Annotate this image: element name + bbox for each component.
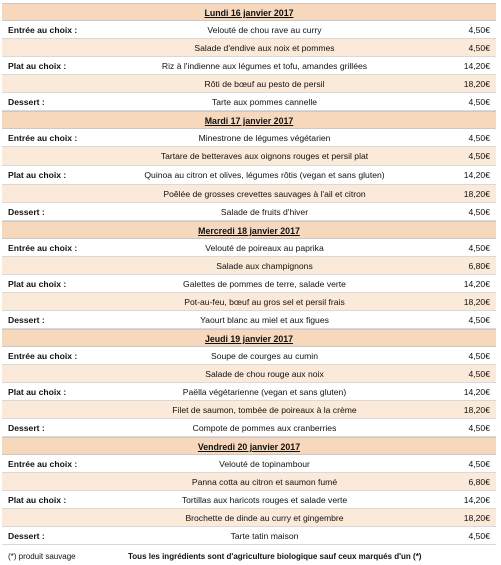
menu-row [2, 401, 496, 419]
day-title: Jeudi 19 janvier 2017 [204, 334, 294, 344]
dish-name: Tarte tatin maison [230, 531, 299, 541]
day-header [2, 111, 496, 129]
category-label: Plat au choix : [8, 387, 67, 397]
menu-row [2, 39, 496, 57]
dish-name: Poêlée de grosses crevettes sauvages à l'ail et citron [163, 189, 366, 199]
price: 4,50€ [468, 531, 490, 541]
price: 4,50€ [468, 459, 490, 469]
dish-name: Yaourt blanc au miel et aux figues [200, 315, 329, 325]
day-header [2, 221, 496, 239]
dish-name: Tarte aux pommes cannelle [211, 97, 318, 107]
menu-footer [8, 552, 494, 564]
price: 4,50€ [468, 43, 490, 53]
menu-row [2, 275, 496, 293]
category-label: Entrée au choix : [8, 459, 78, 469]
dish-name: Tartare de betteraves aux oignons rouges et persil plat [160, 151, 369, 161]
dish-name: Filet de saumon, tombée de poireaux à la crème [172, 405, 357, 415]
dish-name: Pot-au-feu, bœuf au gros sel et persil frais [184, 297, 345, 307]
price: 4,50€ [468, 315, 490, 325]
category-label: Plat au choix : [8, 495, 67, 505]
menu-row [2, 419, 496, 437]
organic-note: Tous les ingrédients sont d'agriculture biologique sauf ceux marqués d'un (*) [128, 552, 422, 561]
price: 18,20€ [463, 513, 490, 523]
category-label: Plat au choix : [8, 61, 67, 71]
menu-row [2, 93, 496, 111]
dish-name: Panna cotta au citron et saumon fumé [191, 477, 338, 487]
price: 4,50€ [468, 25, 490, 35]
day-header [2, 329, 496, 347]
dish-name: Salade de fruits d'hiver [220, 207, 309, 217]
price: 4,50€ [468, 207, 490, 217]
dish-name: Compote de pommes aux cranberries [192, 423, 337, 433]
menu-row [2, 203, 496, 221]
menu-row [2, 257, 496, 275]
day-title: Mardi 17 janvier 2017 [204, 116, 294, 126]
day-header [2, 437, 496, 455]
price: 18,20€ [463, 405, 490, 415]
menu-row [2, 185, 496, 203]
dish-name: Quinoa au citron et olives, légumes rôtis (vegan et sans gluten) [144, 170, 385, 180]
category-label: Entrée au choix : [8, 351, 78, 361]
menu-row [2, 21, 496, 39]
price: 4,50€ [468, 369, 490, 379]
menu-row [2, 293, 496, 311]
dish-name: Velouté de chou rave au curry [207, 25, 322, 35]
day-title: Lundi 16 janvier 2017 [204, 8, 294, 18]
weekly-menu-table [2, 3, 496, 545]
menu-row [2, 473, 496, 491]
menu-row [2, 57, 496, 75]
dish-name: Rôti de bœuf au pesto de persil [204, 79, 325, 89]
menu-row [2, 455, 496, 473]
price: 6,80€ [468, 261, 490, 271]
menu-row [2, 129, 496, 147]
price: 4,50€ [468, 151, 490, 161]
dish-name: Salade de chou rouge aux noix [205, 369, 324, 379]
category-label: Dessert : [8, 207, 45, 217]
price: 14,20€ [463, 387, 490, 397]
dish-name: Salade d'endive aux noix et pommes [194, 43, 335, 53]
menu-row [2, 527, 496, 545]
price: 14,20€ [463, 495, 490, 505]
menu-row [2, 166, 496, 185]
menu-row [2, 75, 496, 93]
dish-name: Riz à l'indienne aux légumes et tofu, amandes grillées [161, 61, 368, 71]
price: 4,50€ [468, 423, 490, 433]
menu-row [2, 365, 496, 383]
dish-name: Soupe de courges au cumin [210, 351, 318, 361]
day-header [2, 3, 496, 21]
dish-name: Galettes de pommes de terre, salade verte [183, 279, 346, 289]
wild-product-note: (*) produit sauvage [8, 552, 76, 561]
dish-name: Tortillas aux haricots rouges et salade verte [181, 495, 348, 505]
dish-name: Velouté de topinambour [219, 459, 310, 469]
menu-row [2, 383, 496, 401]
menu-row [2, 147, 496, 166]
menu-row [2, 509, 496, 527]
category-label: Dessert : [8, 423, 45, 433]
day-title: Vendredi 20 janvier 2017 [197, 442, 301, 452]
category-label: Entrée au choix : [8, 243, 78, 253]
category-label: Entrée au choix : [8, 133, 78, 143]
price: 4,50€ [468, 243, 490, 253]
category-label: Dessert : [8, 97, 45, 107]
price: 14,20€ [463, 61, 490, 71]
menu-row [2, 239, 496, 257]
dish-name: Salade aux champignons [216, 261, 313, 271]
price: 18,20€ [463, 189, 490, 199]
dish-name: Velouté de poireaux au paprika [205, 243, 324, 253]
category-label: Dessert : [8, 315, 45, 325]
category-label: Dessert : [8, 531, 45, 541]
menu-row [2, 347, 496, 365]
dish-name: Paëlla végétarienne (vegan et sans gluten) [182, 387, 347, 397]
dish-name: Minestrone de légumes végétarien [198, 133, 331, 143]
day-title: Mercredi 18 janvier 2017 [198, 226, 300, 236]
price: 6,80€ [468, 477, 490, 487]
price: 4,50€ [468, 351, 490, 361]
menu-row [2, 311, 496, 329]
price: 18,20€ [463, 297, 490, 307]
category-label: Plat au choix : [8, 170, 67, 180]
category-label: Entrée au choix : [8, 25, 78, 35]
price: 14,20€ [463, 170, 490, 180]
price: 18,20€ [463, 79, 490, 89]
price: 4,50€ [468, 97, 490, 107]
menu-row [2, 491, 496, 509]
price: 4,50€ [468, 133, 490, 143]
dish-name: Brochette de dinde au curry et gingembre [185, 513, 344, 523]
price: 14,20€ [463, 279, 490, 289]
category-label: Plat au choix : [8, 279, 67, 289]
